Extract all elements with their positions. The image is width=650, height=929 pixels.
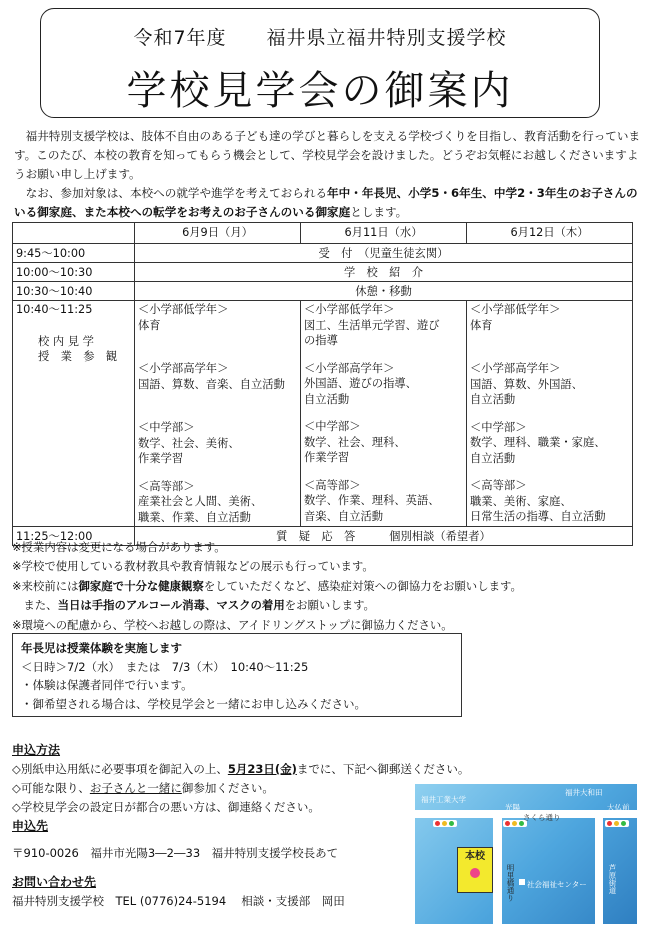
table-row bbox=[13, 263, 633, 282]
trial-dates: ＜日時＞7/2（水） または 7/3（木） 10:40～11:25 bbox=[21, 659, 309, 674]
class-list: 作業学習 bbox=[138, 452, 184, 465]
note: ※学校で使用している教材教具や教育情報などの展示も行っています。 bbox=[12, 559, 374, 574]
time-cell-tour bbox=[13, 301, 135, 527]
text-part: ◇可能な限り、 bbox=[12, 781, 90, 795]
table-header-row bbox=[13, 223, 633, 244]
page-subtitle: 令和7年度 福井県立福井特別支援学校 bbox=[133, 27, 507, 49]
activity-cell: 受 付 （児童生徒玄関） bbox=[135, 244, 633, 263]
class-group-heading: ＜中学部＞ bbox=[138, 421, 195, 434]
schedule-table bbox=[12, 222, 633, 546]
map-label: 福井大和田 bbox=[565, 788, 603, 797]
text-part: 御参加ください。 bbox=[181, 781, 274, 795]
table-row-tour bbox=[13, 301, 633, 527]
day-header: 6月11日（水） bbox=[301, 223, 467, 244]
map-label: 光陽 bbox=[505, 803, 520, 812]
intro-p2-a: なお、参加対象は、本校への就学や進学を考えておられる bbox=[14, 186, 328, 200]
class-list: 数学、社会、美術、 bbox=[138, 436, 240, 450]
deadline: 5月23日(金) bbox=[227, 762, 297, 776]
intro-paragraph-2 bbox=[14, 184, 642, 222]
note-part: また、 bbox=[12, 598, 58, 613]
activity-cell: 学 校 紹 介 bbox=[135, 263, 633, 282]
intro-p2-target: 年中・年長児、小学5・6年生、中学2・3年生のお子さんのいる御家庭、また本校への転学をお考えのお子さんのいる御家庭 bbox=[14, 186, 638, 219]
note-part: ※来校前には bbox=[12, 578, 79, 593]
application-line bbox=[12, 760, 542, 779]
table-row bbox=[13, 244, 633, 263]
intro-p2-c: とします。 bbox=[350, 205, 408, 219]
map-label: 福井工業大学 bbox=[421, 795, 466, 804]
class-list: 日常生活の指導、自立活動 bbox=[470, 510, 606, 523]
time-cell: 11:25～12:00 bbox=[13, 527, 135, 546]
class-list: 自立活動 bbox=[470, 451, 516, 465]
day-header: 6月12日（木） bbox=[467, 223, 633, 244]
traffic-light-icon bbox=[605, 820, 629, 827]
class-group-heading: ＜中学部＞ bbox=[304, 420, 361, 433]
application-heading: 申込方法 bbox=[12, 743, 61, 757]
class-group-heading: ＜小学部低学年＞ bbox=[138, 303, 229, 316]
class-group-heading: ＜小学部低学年＞ bbox=[470, 303, 561, 316]
note: ※授業内容は変更になる場合があります。 bbox=[12, 540, 226, 554]
time-cell: 10:00～10:30 bbox=[13, 263, 135, 282]
time-cell: 9:45～10:00 bbox=[13, 244, 135, 263]
tour-label: 校 内 見 学 bbox=[38, 334, 94, 348]
day-header: 6月9日（月） bbox=[135, 223, 301, 244]
activity-cell: 休憩・移動 bbox=[135, 282, 633, 301]
class-list: の指導 bbox=[304, 334, 338, 347]
class-list: 職業、作業、自立活動 bbox=[138, 510, 251, 524]
person-icon bbox=[470, 868, 480, 878]
class-list: 自立活動 bbox=[304, 392, 350, 406]
time-cell: 10:30～10:40 bbox=[13, 282, 135, 301]
day1-classes bbox=[135, 301, 301, 527]
text-part: ◇別紙申込用紙に必要事項を御記入の上、 bbox=[12, 762, 228, 776]
day2-classes bbox=[301, 301, 467, 527]
text-emphasis: お子さんと一緒に bbox=[89, 781, 182, 795]
class-group-heading: ＜高等部＞ bbox=[138, 479, 195, 493]
address-heading: 申込先 bbox=[12, 819, 49, 833]
note-part: をしていただくなど、感染症対策への御協力をお願いします。 bbox=[203, 578, 522, 593]
class-group-heading: ＜小学部高学年＞ bbox=[304, 361, 395, 375]
class-group-heading: ＜小学部低学年＞ bbox=[304, 303, 395, 316]
class-group-heading: ＜高等部＞ bbox=[304, 478, 361, 492]
map-label: 大仏前 bbox=[607, 803, 630, 812]
note-emphasis: 当日は手指のアルコール消毒、マスクの着用 bbox=[57, 598, 285, 613]
page-title: 学校見学会の御案内 bbox=[126, 68, 514, 114]
text-part: までに、下記へ御郵送ください。 bbox=[296, 762, 470, 776]
class-list: 自立活動 bbox=[470, 393, 516, 406]
kindergarten-trial-box bbox=[12, 633, 462, 717]
note bbox=[12, 596, 642, 615]
day3-classes bbox=[467, 301, 633, 527]
class-list: 数学、理科、職業・家庭、 bbox=[470, 436, 606, 449]
address-text: 〒910-0026 福井市光陽3―2―33 福井特別支援学校長あて bbox=[12, 846, 339, 860]
note-part: をお願いします。 bbox=[284, 598, 375, 613]
road-ashihara bbox=[595, 810, 603, 924]
building-marker bbox=[519, 879, 525, 885]
note-emphasis: 御家庭で十分な健康観察 bbox=[78, 578, 204, 593]
class-list: 体育 bbox=[138, 318, 161, 332]
trial-note: ・体験は保護者同伴で行います。 bbox=[21, 678, 193, 692]
tour-label: 授 業 参 観 bbox=[38, 350, 118, 363]
school-marker bbox=[457, 847, 493, 893]
traffic-light-icon bbox=[433, 820, 457, 827]
map-label: 芦原街道 bbox=[608, 864, 617, 894]
class-group-heading: ＜小学部高学年＞ bbox=[470, 362, 561, 375]
class-group-heading: ＜中学部＞ bbox=[470, 420, 527, 434]
road-meiri bbox=[493, 810, 502, 924]
table-row bbox=[13, 282, 633, 301]
class-list: 音楽、自立活動 bbox=[304, 509, 384, 523]
application-line: ◇学校見学会の設定日が都合の悪い方は、御連絡ください。 bbox=[12, 800, 320, 814]
school-label: 本校 bbox=[465, 851, 485, 862]
tour-time: 10:40～11:25 bbox=[16, 303, 93, 316]
trial-title: 年長児は授業体験を実施します bbox=[21, 641, 182, 655]
map-label: さくら通り bbox=[523, 813, 561, 822]
class-list: 産業社会と人間、美術、 bbox=[138, 495, 263, 508]
class-list: 図工、生活単元学習、遊び bbox=[304, 318, 440, 332]
note: ※環境への配慮から、学校へお越しの際は、アイドリングストップに御協力ください。 bbox=[12, 617, 453, 632]
note bbox=[12, 577, 642, 596]
map-label: 明里橋通り bbox=[506, 864, 515, 902]
class-list: 数学、社会、理科、 bbox=[304, 435, 406, 449]
class-list: 国語、算数、外国語、 bbox=[470, 377, 583, 391]
intro-paragraph-1: 福井特別支援学校は、肢体不自由のある子ども達の学びと暮らしを支える学校づくりを目指し、教育活動を行っています。このたび、本校の教育を知ってもらう機会として、学校見学会を設けました。どうぞお気軽にお越しくださいますようお願い申し上げます。 bbox=[14, 129, 641, 181]
map-label: 社会福祉センター bbox=[527, 880, 587, 889]
class-list: 作業学習 bbox=[304, 451, 350, 464]
class-list: 国語、算数、音楽、自立活動 bbox=[138, 377, 285, 391]
title-box bbox=[40, 8, 600, 118]
class-group-heading: ＜高等部＞ bbox=[470, 479, 527, 492]
class-list: 体育 bbox=[470, 318, 493, 332]
contact-text: 福井特別支援学校 TEL (0776)24-5194 相談・支援部 岡田 bbox=[12, 894, 345, 908]
class-group-heading: ＜小学部高学年＞ bbox=[138, 362, 229, 375]
activity-cell: 質 疑 応 答 個別相談（希望者） bbox=[135, 527, 633, 546]
class-list: 外国語、遊びの指導、 bbox=[304, 377, 417, 390]
contact-heading: お問い合わせ先 bbox=[12, 875, 97, 889]
table-corner bbox=[13, 223, 135, 244]
class-list: 職業、美術、家庭、 bbox=[470, 494, 572, 508]
access-map bbox=[415, 784, 637, 924]
notes bbox=[12, 538, 642, 635]
class-list: 数学、作業、理科、英語、 bbox=[304, 494, 440, 507]
trial-note: ・御希望される場合は、学校見学会と一緒にお申し込みください。 bbox=[21, 696, 366, 711]
